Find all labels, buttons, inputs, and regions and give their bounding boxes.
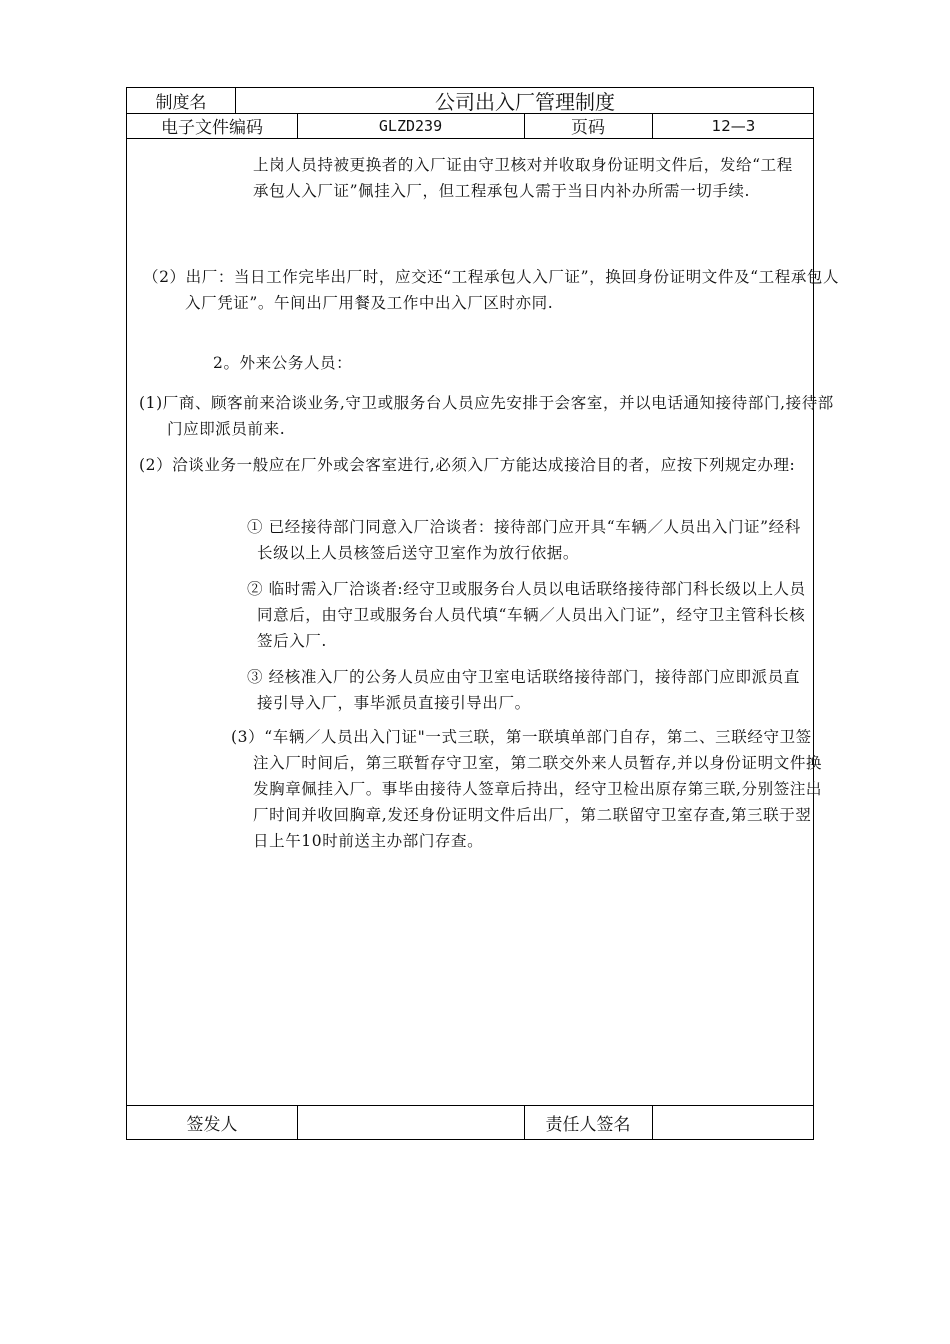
- policy-name-label: 制度名: [155, 93, 207, 113]
- document-table: [126, 87, 840, 1140]
- responsible-signature-field[interactable]: [652, 1105, 815, 1140]
- section-heading: 2。外来公务人员：: [213, 354, 353, 372]
- file-code-value: GLZD239: [378, 116, 443, 135]
- paragraph: (1)厂商、顾客前来洽谈业务,守卫或服务台人员应先安排于会客室，并以电话通知接待部门,接待部门应即派员前来.: [139, 394, 834, 438]
- row-divider: [127, 138, 813, 139]
- paragraph: （2）出厂：当日工作完毕出厂时，应交还“工程承包人入厂证”，换回身份证明文件及“工程承包人入厂凭证”。午间出厂用餐及工作中出入厂区时亦同.: [143, 268, 840, 312]
- policy-title: 公司出入厂管理制度: [435, 90, 615, 114]
- list-item: ③ 经核准入厂的公务人员应由守卫室电话联络接待部门，接待部门应即派员直接引导入厂，事毕派员直接引导出厂。: [247, 668, 800, 712]
- list-item: ① 已经接待部门同意入厂洽谈者：接待部门应开具“车辆／人员出入门证”经科长级以上人员核签后送守卫室作为放行依据。: [247, 518, 801, 562]
- paragraph: 上岗人员持被更换者的入厂证由守卫核对并收取身份证明文件后，发给“工程承包人入厂证”佩挂入厂，但工程承包人需于当日内补办所需一切手续.: [253, 156, 793, 200]
- page-number: 12—3: [711, 116, 756, 135]
- responsible-label: 责任人签名: [545, 1115, 631, 1135]
- issuer-signature-field[interactable]: [297, 1105, 524, 1140]
- paragraph: (2）洽谈业务一般应在厂外或会客室进行,必须入厂方能达成接洽目的者，应按下列规定办理:: [139, 456, 796, 474]
- list-item: ② 临时需入厂洽谈者:经守卫或服务台人员以电话联络接待部门科长级以上人员同意后，由守卫或服务台人员代填“车辆／人员出入门证”，经守卫主管科长核签后入厂.: [247, 580, 806, 650]
- paragraph: (3）“车辆／人员出入门证"一式三联，第一联填单部门自存，第二、三联经守卫签注入厂时间后，第三联暂存守卫室，第二联交外来人员暂存,并以身份证明文件换发胸章佩挂入厂。事毕由接待人签章后持出，经守卫检出原存第三联,分别签注出厂时间并收回胸章,发还身份证明文件后出厂，第二联留守卫室存查,第三联于翌日上午10时前送主办部门存查。: [231, 728, 823, 850]
- page-label: 页码: [571, 118, 605, 138]
- file-code-label: 电子文件编码: [161, 118, 263, 138]
- issuer-label: 签发人: [186, 1115, 238, 1135]
